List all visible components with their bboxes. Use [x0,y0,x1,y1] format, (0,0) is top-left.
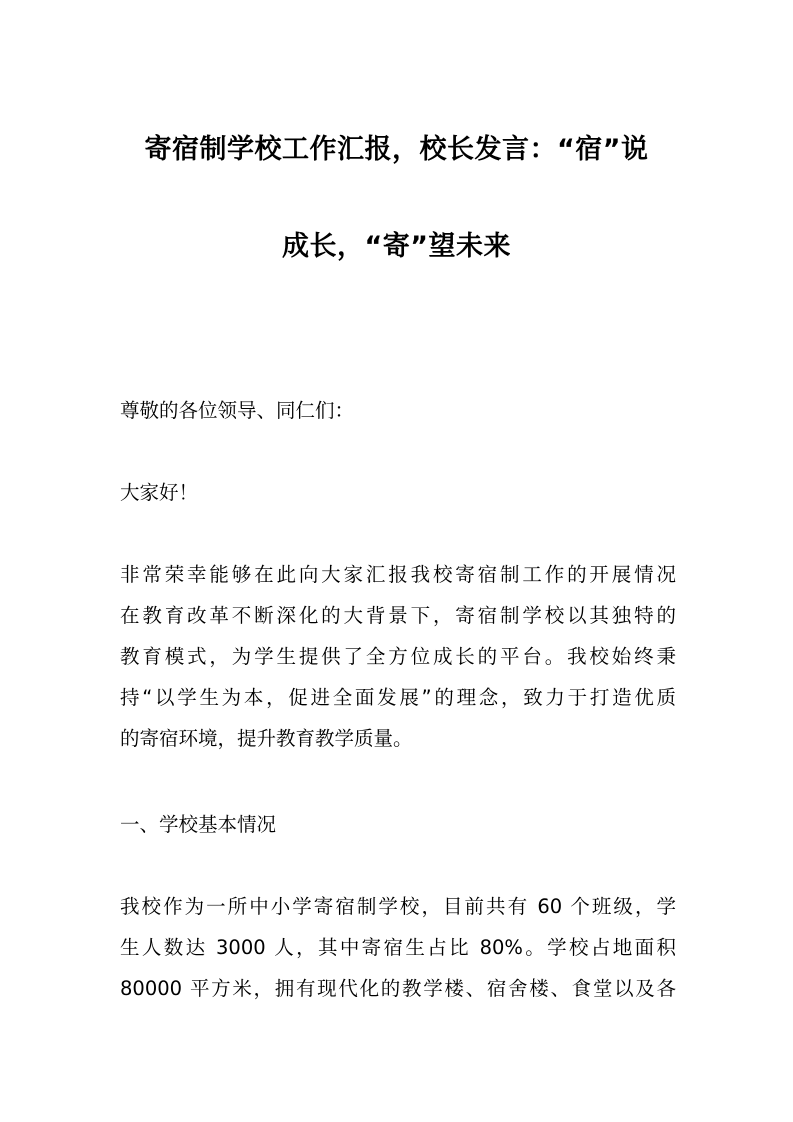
paragraph-line: 非常荣幸能够在此向大家汇报我校寄宿制工作的开展情况 [120,563,676,586]
paragraph-line: 80000 平方米，拥有现代化的教学楼、宿舍楼、食堂以及各 [120,977,676,1000]
paragraph-line: 在教育改革不断深化的大背景下，寄宿制学校以其独特的 [120,604,676,627]
document-title-line-2: 成长，“寄”望未来 [282,231,511,262]
section-1-paragraph [120,886,676,1009]
document-title-line-1: 寄宿制学校工作汇报，校长发言：“宿”说 [144,134,649,165]
paragraph-line: 生人数达 3000 人，其中寄宿生占比 80%。学校占地面积 [120,936,676,959]
paragraph-line: 教育模式，为学生提供了全方位成长的平台。我校始终秉 [120,645,676,668]
paragraph-line: 的寄宿环境，提升教育教学质量。 [120,727,413,750]
paragraph-line: 我校作为一所中小学寄宿制学校，目前共有 60 个班级，学 [120,895,676,918]
section-heading: 一、学校基本情况 [120,813,277,836]
salutation: 尊敬的各位领导、同仁们： [120,399,355,422]
greeting: 大家好！ [120,481,199,504]
paragraph-line: 持“以学生为本，促进全面发展”的理念，致力于打造优质 [120,686,676,709]
intro-paragraph [120,554,676,759]
